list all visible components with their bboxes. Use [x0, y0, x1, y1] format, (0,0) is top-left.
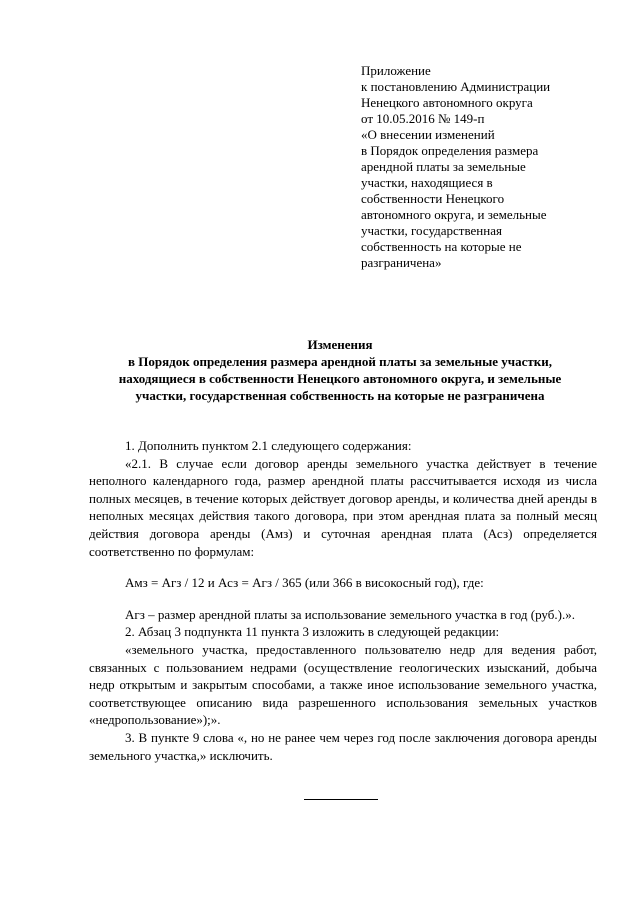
title-line: Изменения — [307, 337, 373, 352]
title-line: находящиеся в собственности Ненецкого автономного округа, и земельные — [118, 371, 562, 386]
paragraph-definition: Агз – размер арендной платы за использование земельного участка в год (руб.).». — [125, 606, 575, 622]
appendix-line: к постановлению Администрации — [361, 79, 551, 94]
title-line: участки, государственная собственность на которые не разграничена — [135, 388, 545, 403]
appendix-line: в Порядок определения размера — [361, 143, 539, 158]
appendix-line: «О внесении изменений — [361, 127, 495, 142]
appendix-line: арендной платы за земельные — [361, 159, 526, 174]
appendix-line: разграничена» — [361, 255, 442, 270]
document-body — [89, 437, 597, 764]
paragraph-quote: «земельного участка, предоставленного пользователю недр для ведения работ, связанных с пользованием недрами (осуществление геологических изысканий, добыча недр открытым и закрытым способами, а также иное использование земельного участка, соответствующее описанию вида разрешенного использования земельных участков «недропользование»);». — [89, 641, 597, 728]
paragraph-item-2: 2. Абзац 3 подпункта 11 пункта 3 изложить в следующей редакции: — [125, 624, 500, 640]
appendix-line: собственности Ненецкого — [361, 191, 505, 206]
appendix-line: Ненецкого автономного округа — [361, 95, 533, 110]
paragraph-item-3: 3. В пункте 9 слова «, но не ранее чем через год после заключения договора аренды земельного участка,» исключить. — [89, 729, 597, 763]
end-divider — [304, 799, 378, 800]
appendix-line: от 10.05.2016 № 149-п — [361, 111, 485, 126]
appendix-block — [361, 63, 611, 271]
appendix-line: участки, находящиеся в — [361, 175, 493, 190]
paragraph-item-2-1: «2.1. В случае если договор аренды земельного участка действует в течение неполного календарного года, размер арендной платы рассчитывается исходя из числа полных месяцев, в течение которых действует договор аренды, и количества дней аренды в неполных месяцах действия такого договора, при этом арендная плата за полный месяц действия договора аренды (Амз) и суточная арендная плата (Асз) определяется соответственно по формулам: — [89, 455, 597, 559]
title-line: в Порядок определения размера арендной платы за земельные участки, — [128, 354, 552, 369]
document-title — [80, 336, 600, 404]
appendix-line: собственность на которые не — [361, 239, 522, 254]
appendix-line: участки, государственная — [361, 223, 502, 238]
paragraph-item-1: 1. Дополнить пунктом 2.1 следующего содержания: — [125, 438, 412, 453]
appendix-line: Приложение — [361, 63, 431, 78]
appendix-line: автономного округа, и земельные — [361, 207, 547, 222]
formula: Амз = Агз / 12 и Асз = Агз / 365 (или 366 в високосный год), где: — [125, 575, 484, 591]
